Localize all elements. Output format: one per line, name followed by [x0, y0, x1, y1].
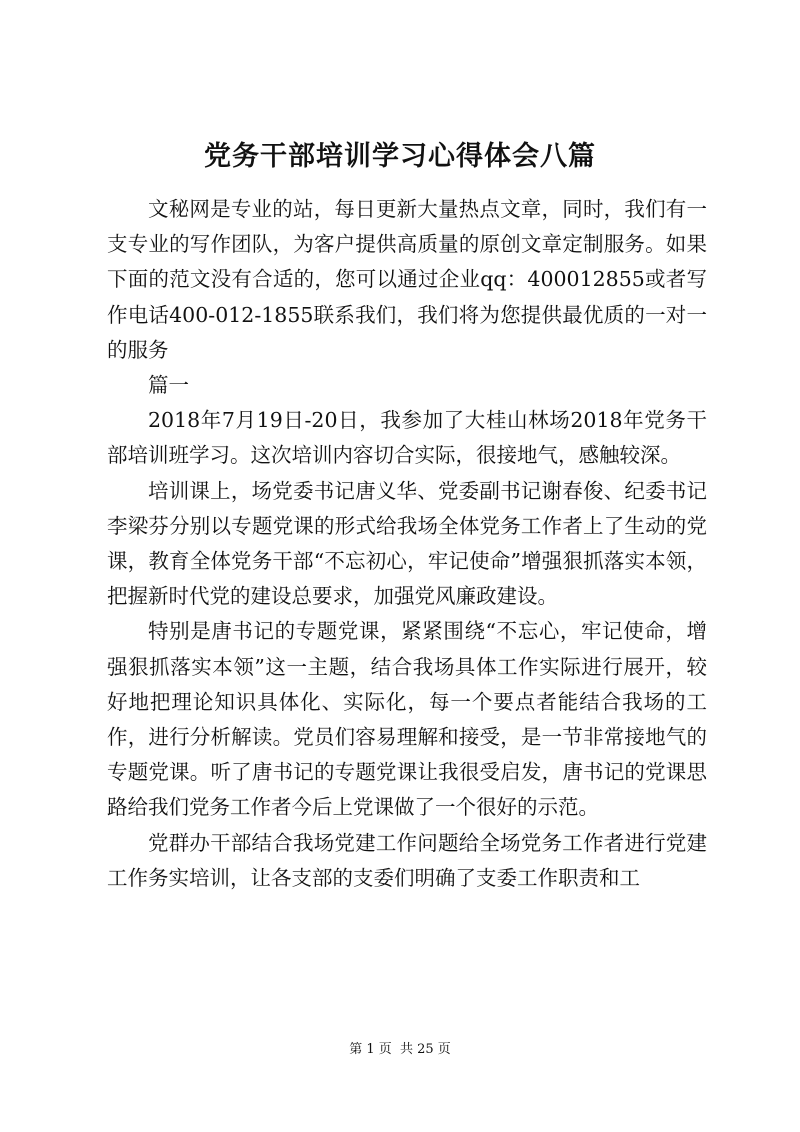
page-number: 第 1 页 共 25 页	[349, 1042, 451, 1057]
body-paragraph: 党群办干部结合我场党建工作问题给全场党务工作者进行党建工作务实培训，让各支部的支委们明确了支委工作职责和工	[107, 830, 707, 890]
body-paragraph: 培训课上，场党委书记唐义华、党委副书记谢春俊、纪委书记李梁芬分别以专题党课的形式给我场全体党务工作者上了生动的党课，教育全体党务干部“不忘初心，牢记使命”增强狠抓落实本领，把握新时代党的建设总要求，加强党风廉政建设。	[107, 478, 707, 609]
document-body	[107, 192, 707, 896]
body-paragraph: 2018年7月19日-20日，我参加了大桂山林场2018年党务干部培训班学习。这次培训内容切合实际，很接地气，感触较深。	[107, 408, 707, 468]
page-footer	[0, 1041, 800, 1059]
document-title: 党务干部培训学习心得体会八篇	[204, 141, 596, 172]
section-heading: 篇一	[148, 373, 189, 398]
body-paragraph: 特别是唐书记的专题党课，紧紧围绕“不忘心，牢记使命，增强狠抓落实本领”这一主题，结合我场具体工作实际进行展开，较好地把理论知识具体化、实际化，每一个要点者能结合我场的工作，进行分析解读。党员们容易理解和接受，是一节非常接地气的专题党课。听了唐书记的专题党课让我很受启发，唐书记的党课思路给我们党务工作者今后上党课做了一个很好的示范。	[107, 619, 707, 820]
intro-paragraph: 文秘网是专业的站，每日更新大量热点文章，同时，我们有一支专业的写作团队，为客户提供高质量的原创文章定制服务。如果下面的范文没有合适的，您可以通过企业qq：400012855或者写作电话400-012-1855联系我们，我们将为您提供最优质的一对一的服务	[107, 197, 707, 362]
